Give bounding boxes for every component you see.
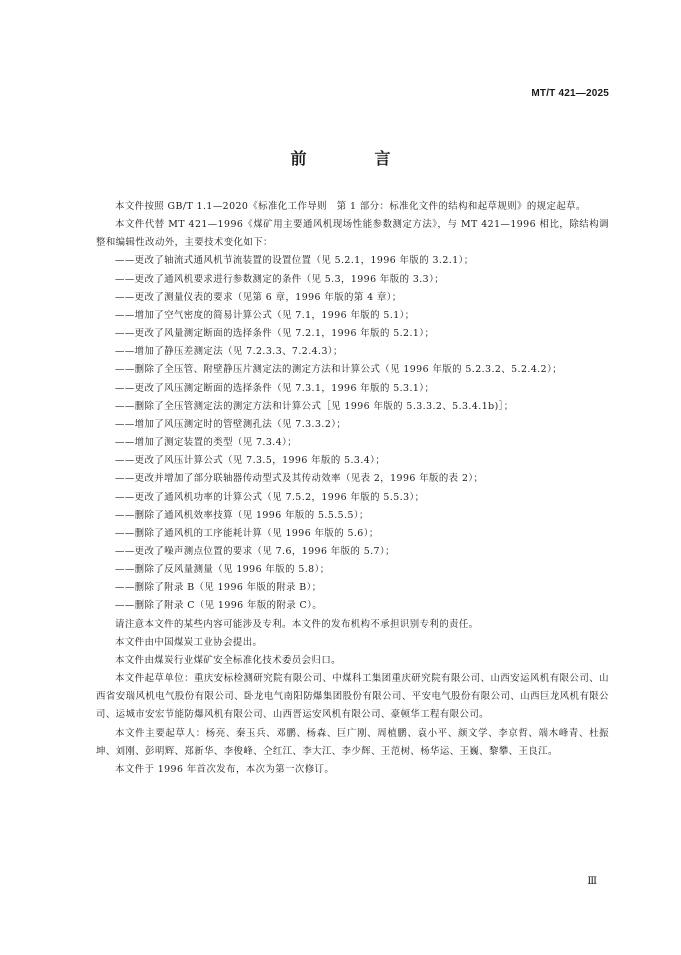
page-title: 前 言 bbox=[290, 149, 417, 168]
change-item: ——删除了全压管、附壁静压片测定法的测定方法和计算公式（见 1996 年版的 5.2.3.2、5.2.4.2）； bbox=[115, 364, 563, 376]
change-item: ——更改了风量测定断面的选择条件（见 7.2.1，1996 年版的 5.2.1）； bbox=[115, 328, 435, 340]
committee-paragraph: 本文件由煤炭行业煤矿安全标准化技术委员会归口。 bbox=[115, 654, 341, 666]
change-item: ——删除了附录 C（见 1996 年版的附录 C）。 bbox=[115, 600, 323, 612]
change-item: ——更改了测量仪表的要求（见第 6 章，1996 年版的第 4 章）； bbox=[115, 291, 402, 303]
change-item: ——更改了轴流式通风机节流装置的设置位置（见 5.2.1，1996 年版的 3.2.1）； bbox=[115, 255, 474, 267]
change-item: ——增加了测定装置的类型（见 7.3.4）； bbox=[115, 437, 298, 449]
change-item: ——更改并增加了部分联轴器传动型式及其传动效率（见表 2，1996 年版的表 2）； bbox=[115, 473, 484, 485]
change-item: ——增加了风压测定时的管壁测孔法（见 7.3.3.2）； bbox=[115, 418, 347, 430]
intro-paragraph: 本文件按照 GB/T 1.1—2020《标准化工作导则 第 1 部分：标准化文件的结构和起草规则》的规定起草。 bbox=[115, 201, 586, 212]
intro-paragraph: 本文件代替 MT 421—1996《煤矿用主要通风机现场性能参数测定方法》，与 MT 421—1996 相比，除结构调整和编辑性改动外，主要技术变化如下： bbox=[96, 219, 609, 249]
page-number: Ⅲ bbox=[587, 876, 597, 887]
change-item: ——更改了通风机功率的计算公式（见 7.5.2，1996 年版的 5.5.3）； bbox=[115, 491, 425, 503]
standard-code-header: MT/T 421—2025 bbox=[531, 88, 609, 99]
change-item: ——更改了噪声测点位置的要求（见 7.6，1996 年版的 5.7）； bbox=[115, 545, 395, 557]
change-item: ——删除了反风量测量（见 1996 年版的 5.8）； bbox=[115, 564, 330, 576]
patent-notice: 请注意本文件的某些内容可能涉及专利。本文件的发布机构不承担识别专利的责任。 bbox=[115, 618, 479, 630]
change-item: ——删除了通风机的工序能耗计算（见 1996 年版的 5.6）； bbox=[115, 527, 379, 539]
proposer-paragraph: 本文件由中国煤炭工业协会提出。 bbox=[115, 636, 263, 648]
change-item: ——删除了全压管测定法的测定方法和计算公式［见 1996 年版的 5.3.3.2、5.3.4.1b)］； bbox=[115, 400, 514, 412]
change-list bbox=[96, 252, 609, 615]
drafting-units-paragraph: 本文件起草单位：重庆安标检测研究院有限公司、中煤科工集团重庆研究院有限公司、山西安运风机有限公司、山西省安瑞风机电气股份有限公司、卧龙电气南阳防爆集团股份有限公司、平安电气股份有限公司、山西巨龙风机有限公司、运城市安宏节能防爆风机有限公司、山西晋运安风机有限公司、豪顿华工程有限公司。 bbox=[96, 673, 609, 721]
foreword-body bbox=[96, 198, 609, 779]
change-item: ——删除了附录 B（见 1996 年版的附录 B）； bbox=[115, 582, 322, 594]
drafters-paragraph: 本文件主要起草人：杨亮、秦玉兵、邓鹏、杨森、巨广刚、周植鹏、袁小平、颜文学、李京哲、端木峰青、杜振坤、刘刚、彭明辉、郑新华、李俊峰、仝红江、李大江、李少辉、王范树、杨华运、王巍、黎攀、王良江。 bbox=[96, 727, 609, 757]
history-paragraph: 本文件于 1996 年首次发布，本次为第一次修订。 bbox=[115, 763, 335, 775]
change-item: ——更改了风压计算公式（见 7.3.5，1996 年版的 5.3.4）； bbox=[115, 455, 386, 467]
change-item: ——删除了通风机效率技算（见 1996 年版的 5.5.5.5）； bbox=[115, 509, 369, 521]
change-item: ——增加了静压差测定法（见 7.2.3.3、7.2.4.3）； bbox=[115, 346, 343, 358]
change-item: ——更改了通风机要求进行参数测定的条件（见 5.3，1996 年版的 3.3）； bbox=[115, 273, 445, 285]
change-item: ——更改了风压测定断面的选择条件（见 7.3.1，1996 年版的 5.3.1）； bbox=[115, 382, 435, 394]
change-item: ——增加了空气密度的简易计算公式（见 7.1，1996 年版的 5.1）； bbox=[115, 309, 415, 321]
